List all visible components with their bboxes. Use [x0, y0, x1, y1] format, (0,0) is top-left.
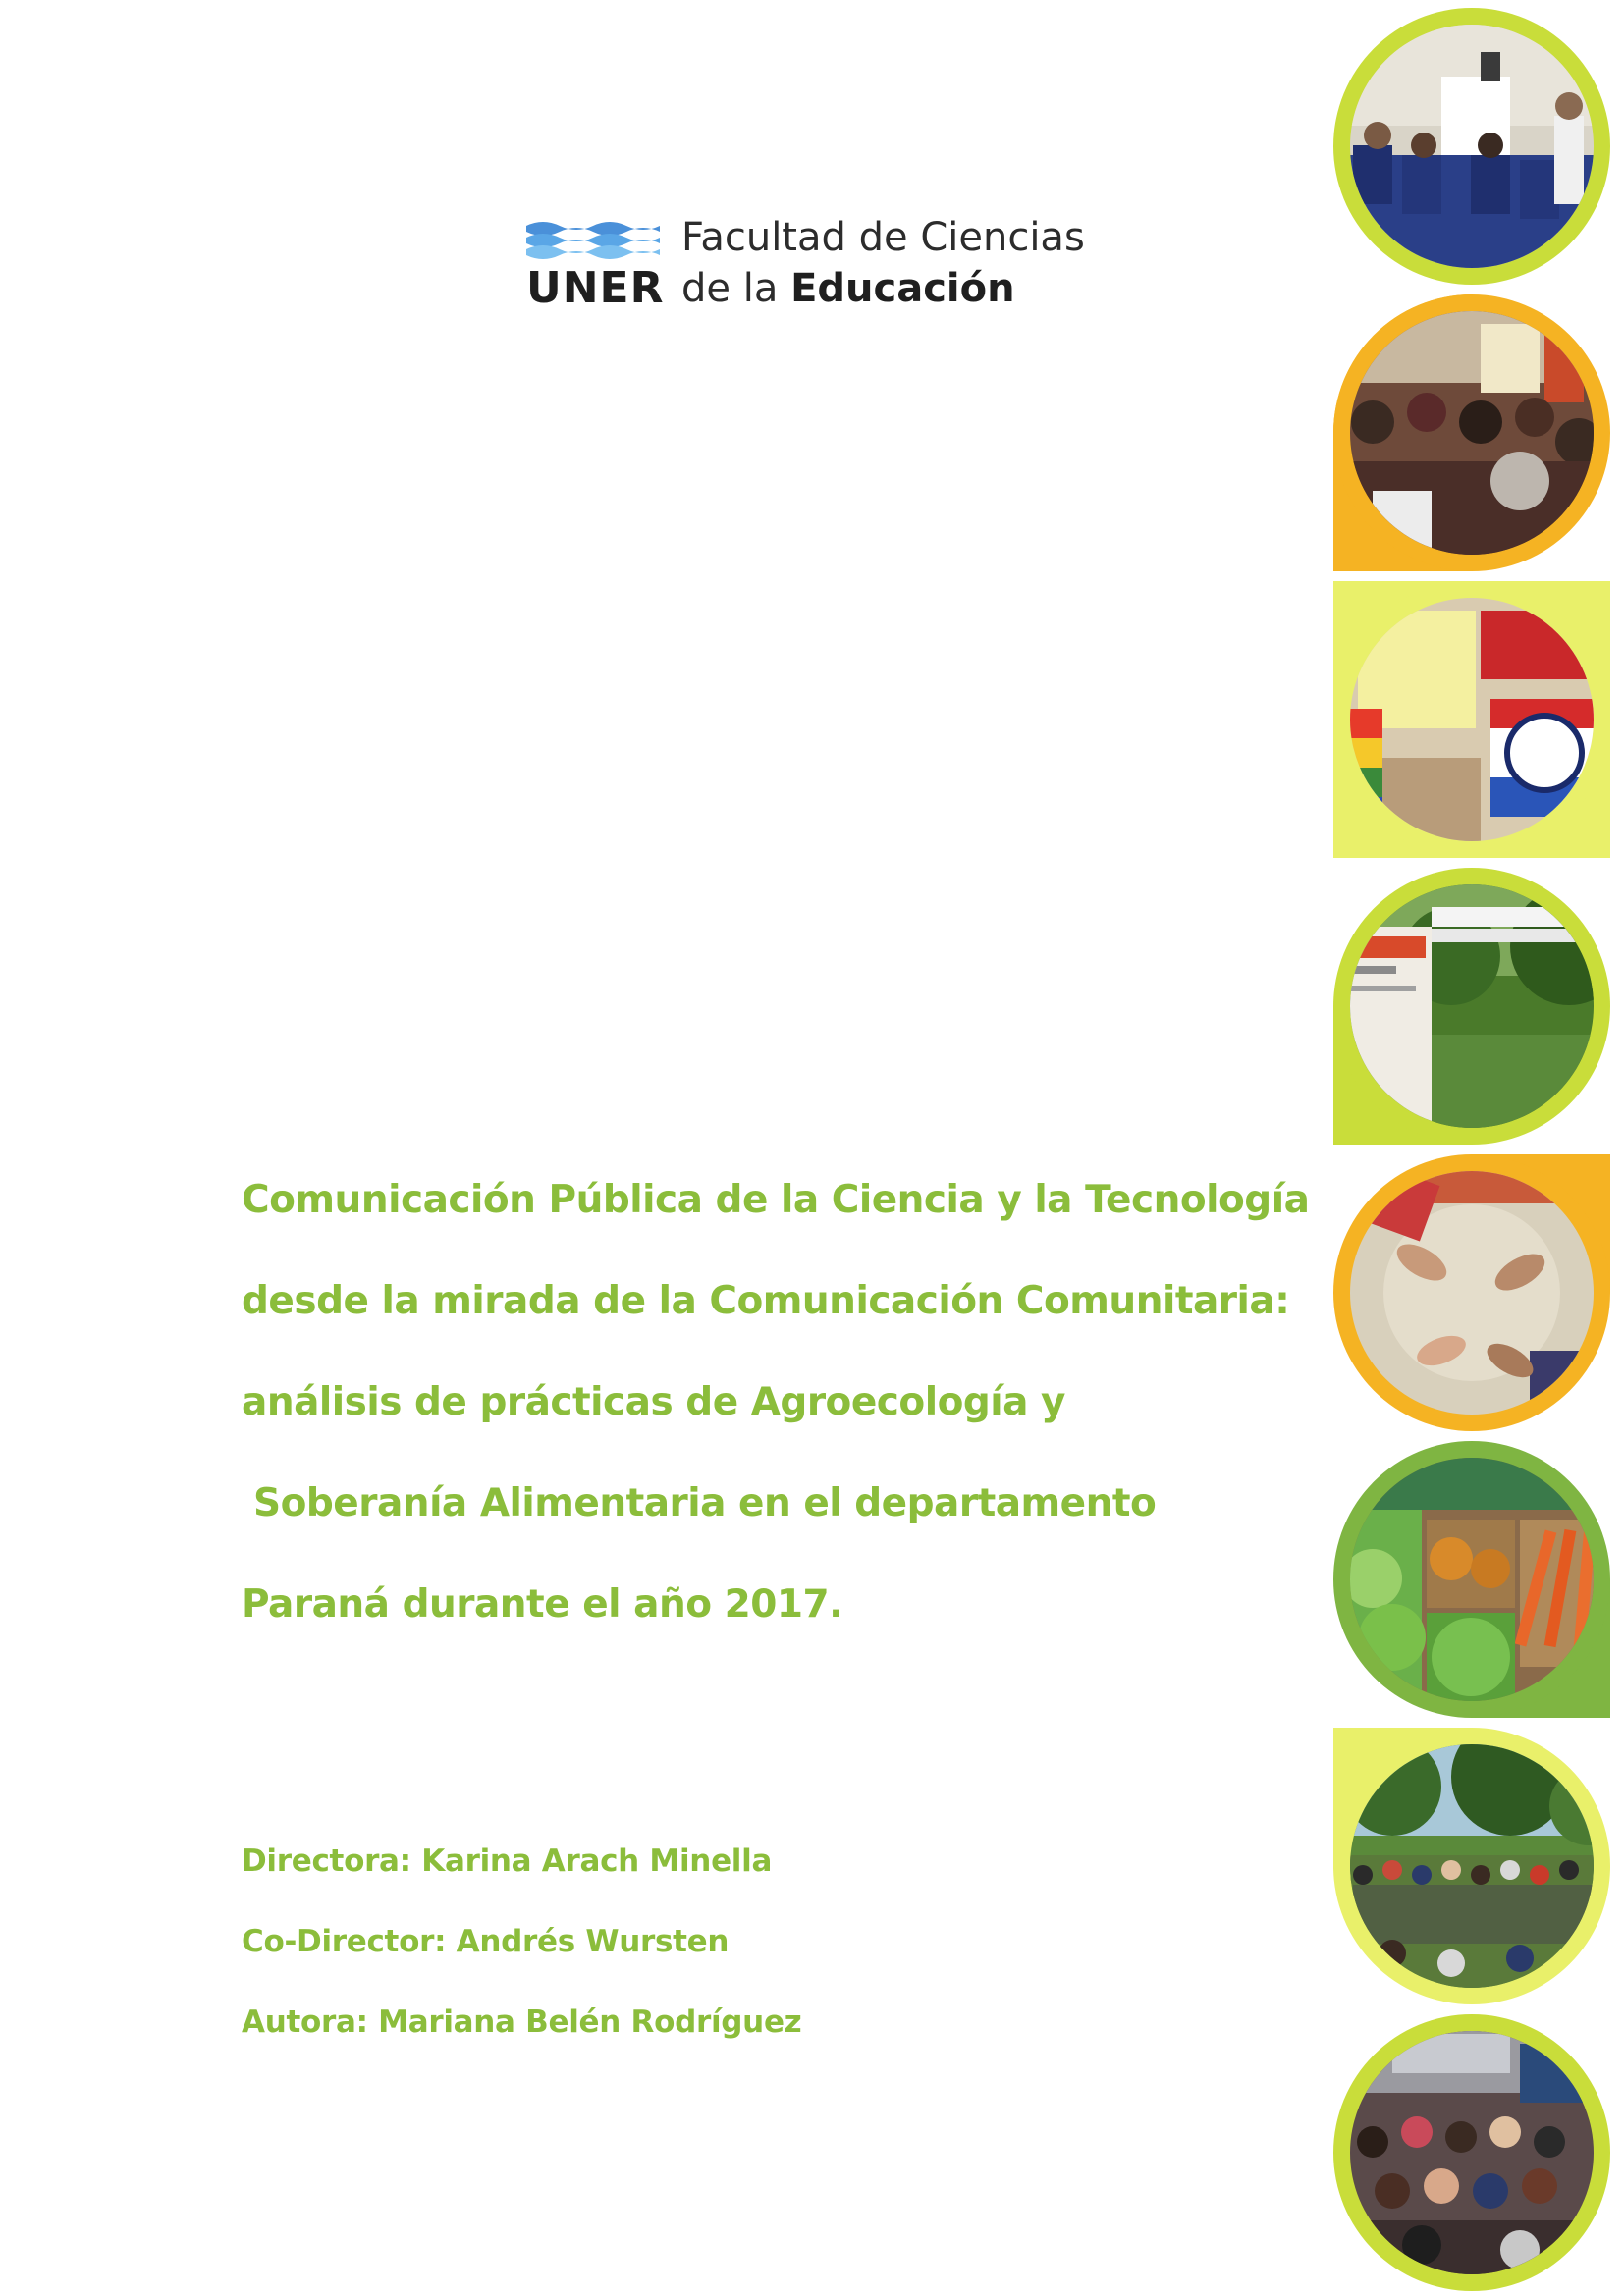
- photo-strip: [1320, 0, 1624, 2296]
- classroom-workshop-photo: [1333, 8, 1610, 285]
- logo-faculty-line1: Facultad de Ciencias: [681, 215, 1085, 260]
- outdoor-gathering-photo: [1333, 1728, 1610, 2004]
- title-line: Soberanía Alimentaria en el departamento: [253, 1481, 1157, 1525]
- document-title: [242, 1168, 1310, 1674]
- title-line: Paraná durante el año 2017.: [242, 1582, 843, 1627]
- title-line: Comunicación Pública de la Ciencia y la Tecnología: [242, 1178, 1310, 1222]
- waves-icon: [526, 218, 660, 261]
- title-line: desde la mirada de la Comunicación Comunitaria:: [242, 1279, 1290, 1323]
- title-line: análisis de prácticas de Agroecología y: [242, 1380, 1065, 1424]
- credits: [242, 1837, 801, 2078]
- vegetable-crates-photo: [1333, 1441, 1610, 1718]
- credit-codirector: Co-Director: Andrés Wursten: [242, 1924, 730, 1959]
- uner-faculty-logo: [526, 214, 1096, 322]
- logo-acronym: UNER: [526, 263, 665, 313]
- flags-mocase-photo: [1333, 581, 1610, 858]
- logo-faculty-line2-prefix: de la: [681, 266, 791, 311]
- audience-assembly-photo: [1333, 294, 1610, 571]
- credit-autora: Autora: Mariana Belén Rodríguez: [242, 2004, 802, 2040]
- logo-faculty-line2-bold: Educación: [790, 266, 1015, 311]
- credit-directora: Directora: Karina Arach Minella: [242, 1843, 773, 1879]
- soberania-banner-park-photo: [1333, 868, 1610, 1145]
- logo-faculty-line2: [681, 266, 1015, 311]
- hands-soil-photo: [1333, 1154, 1610, 1431]
- lecture-hall-photo: [1333, 2014, 1610, 2291]
